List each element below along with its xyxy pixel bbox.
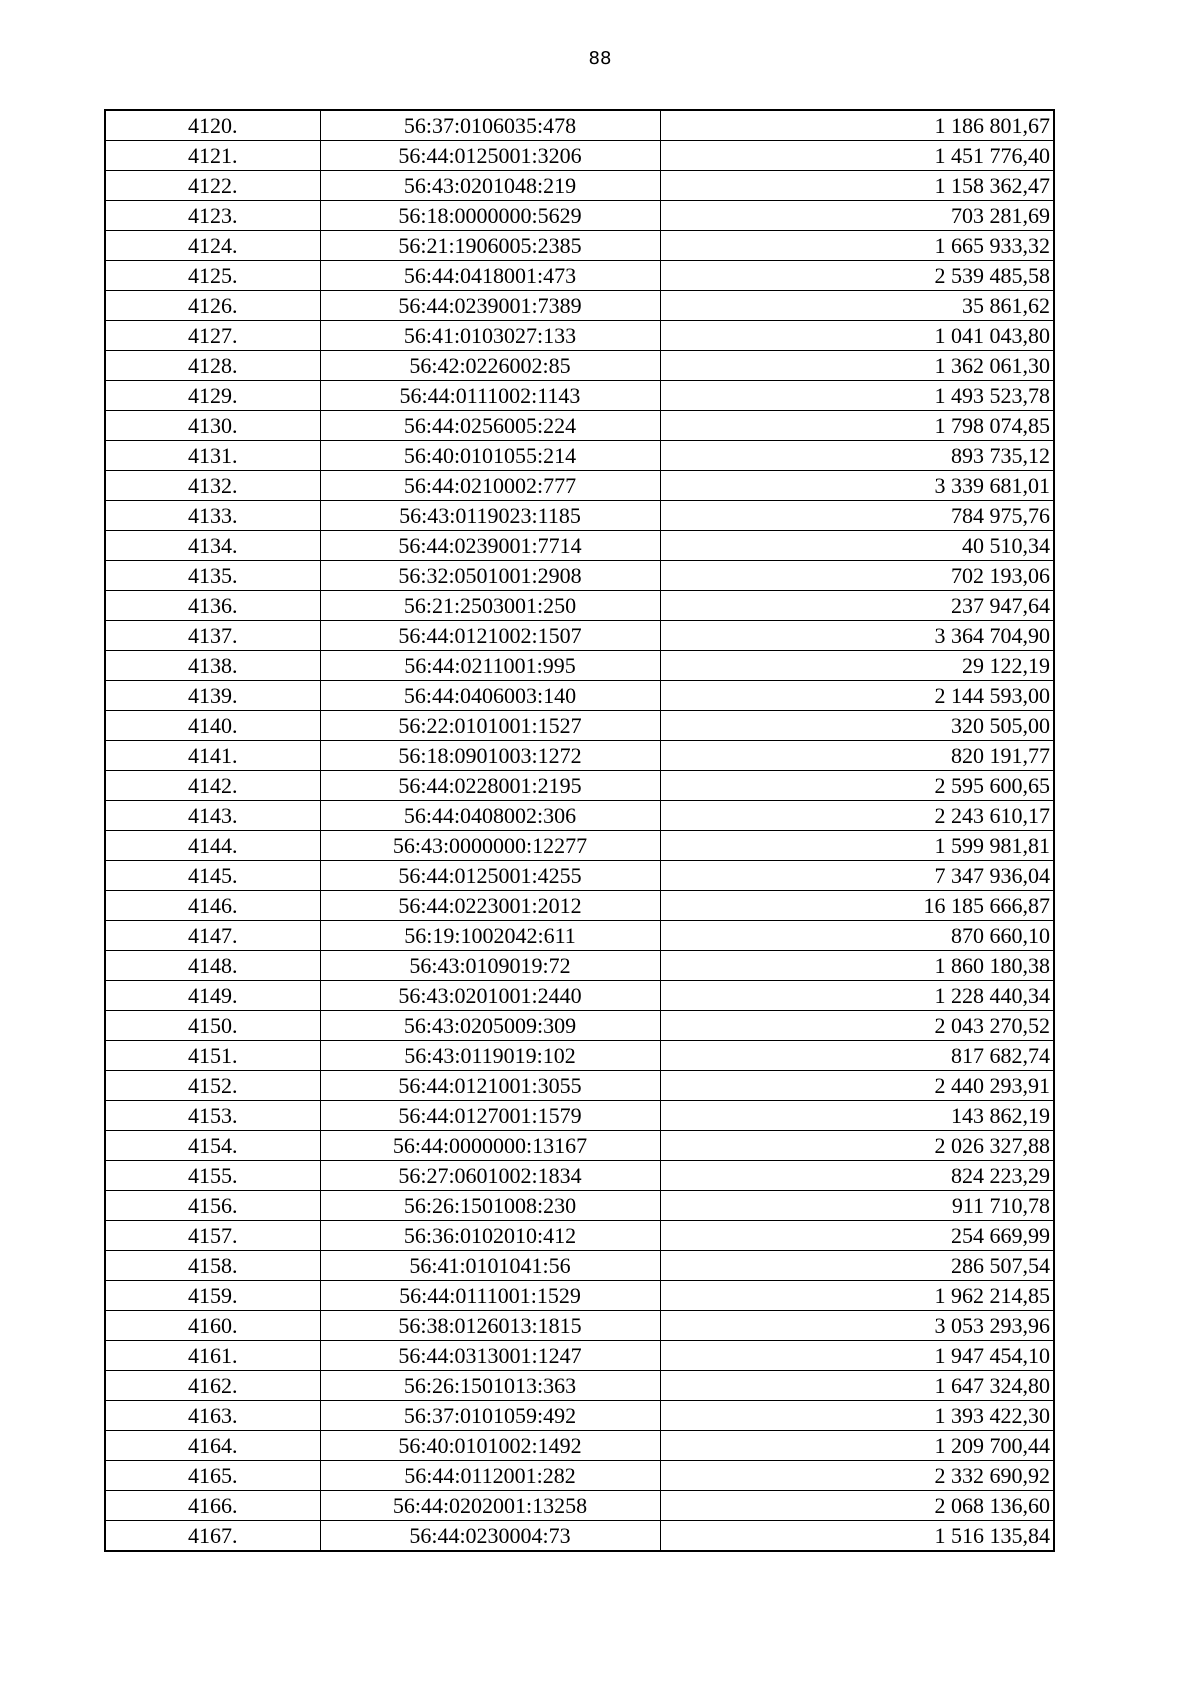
row-number-cell: 4131.	[105, 441, 320, 471]
table-row	[105, 321, 1054, 351]
row-number-cell: 4154.	[105, 1131, 320, 1161]
row-number-cell: 4163.	[105, 1401, 320, 1431]
cadastral-number-cell: 56:44:0223001:2012	[320, 891, 660, 921]
row-number-cell: 4133.	[105, 501, 320, 531]
cadastral-value-cell: 320 505,00	[660, 711, 1054, 741]
cadastral-number-cell: 56:43:0205009:309	[320, 1011, 660, 1041]
table-row	[105, 201, 1054, 231]
cadastral-number-cell: 56:40:0101055:214	[320, 441, 660, 471]
cadastral-value-cell: 2 043 270,52	[660, 1011, 1054, 1041]
row-number-cell: 4135.	[105, 561, 320, 591]
table-row	[105, 1401, 1054, 1431]
table-row	[105, 1521, 1054, 1552]
table-row	[105, 1281, 1054, 1311]
table-row	[105, 291, 1054, 321]
row-number-cell: 4132.	[105, 471, 320, 501]
row-number-cell: 4121.	[105, 141, 320, 171]
cadastral-value-cell: 2 539 485,58	[660, 261, 1054, 291]
table-row	[105, 1251, 1054, 1281]
row-number-cell: 4130.	[105, 411, 320, 441]
cadastral-value-cell: 784 975,76	[660, 501, 1054, 531]
cadastral-number-cell: 56:44:0111002:1143	[320, 381, 660, 411]
cadastral-value-cell: 1 209 700,44	[660, 1431, 1054, 1461]
row-number-cell: 4123.	[105, 201, 320, 231]
table-body	[105, 110, 1054, 1551]
row-number-cell: 4158.	[105, 1251, 320, 1281]
cadastral-value-cell: 817 682,74	[660, 1041, 1054, 1071]
row-number-cell: 4157.	[105, 1221, 320, 1251]
table-row	[105, 231, 1054, 261]
cadastral-number-cell: 56:21:1906005:2385	[320, 231, 660, 261]
table-row	[105, 1101, 1054, 1131]
cadastral-number-cell: 56:36:0102010:412	[320, 1221, 660, 1251]
cadastral-value-cell: 286 507,54	[660, 1251, 1054, 1281]
cadastral-number-cell: 56:44:0127001:1579	[320, 1101, 660, 1131]
cadastral-value-cell: 3 339 681,01	[660, 471, 1054, 501]
row-number-cell: 4162.	[105, 1371, 320, 1401]
row-number-cell: 4151.	[105, 1041, 320, 1071]
cadastral-value-cell: 237 947,64	[660, 591, 1054, 621]
table-row	[105, 1011, 1054, 1041]
cadastral-value-cell: 1 798 074,85	[660, 411, 1054, 441]
table-row	[105, 1371, 1054, 1401]
table-row	[105, 411, 1054, 441]
row-number-cell: 4144.	[105, 831, 320, 861]
cadastral-value-cell: 1 599 981,81	[660, 831, 1054, 861]
cadastral-value-cell: 35 861,62	[660, 291, 1054, 321]
table-row	[105, 141, 1054, 171]
table-row	[105, 891, 1054, 921]
cadastral-number-cell: 56:44:0408002:306	[320, 801, 660, 831]
cadastral-value-cell: 2 026 327,88	[660, 1131, 1054, 1161]
cadastral-number-cell: 56:44:0125001:4255	[320, 861, 660, 891]
cadastral-value-cell: 1 665 933,32	[660, 231, 1054, 261]
row-number-cell: 4126.	[105, 291, 320, 321]
cadastral-number-cell: 56:32:0501001:2908	[320, 561, 660, 591]
cadastral-number-cell: 56:44:0112001:282	[320, 1461, 660, 1491]
row-number-cell: 4122.	[105, 171, 320, 201]
cadastral-value-cell: 1 041 043,80	[660, 321, 1054, 351]
table-row	[105, 591, 1054, 621]
row-number-cell: 4128.	[105, 351, 320, 381]
row-number-cell: 4150.	[105, 1011, 320, 1041]
row-number-cell: 4165.	[105, 1461, 320, 1491]
table-row	[105, 1041, 1054, 1071]
row-number-cell: 4142.	[105, 771, 320, 801]
cadastral-number-cell: 56:44:0256005:224	[320, 411, 660, 441]
table-row	[105, 1131, 1054, 1161]
row-number-cell: 4137.	[105, 621, 320, 651]
row-number-cell: 4145.	[105, 861, 320, 891]
cadastral-number-cell: 56:21:2503001:250	[320, 591, 660, 621]
table-row	[105, 1221, 1054, 1251]
cadastral-value-cell: 2 068 136,60	[660, 1491, 1054, 1521]
cadastral-value-cell: 3 053 293,96	[660, 1311, 1054, 1341]
cadastral-value-cell: 7 347 936,04	[660, 861, 1054, 891]
cadastral-value-cell: 29 122,19	[660, 651, 1054, 681]
cadastral-number-cell: 56:44:0125001:3206	[320, 141, 660, 171]
row-number-cell: 4159.	[105, 1281, 320, 1311]
cadastral-number-cell: 56:44:0418001:473	[320, 261, 660, 291]
table-row	[105, 711, 1054, 741]
row-number-cell: 4141.	[105, 741, 320, 771]
row-number-cell: 4153.	[105, 1101, 320, 1131]
cadastral-value-cell: 143 862,19	[660, 1101, 1054, 1131]
row-number-cell: 4134.	[105, 531, 320, 561]
table-row	[105, 681, 1054, 711]
row-number-cell: 4167.	[105, 1521, 320, 1552]
row-number-cell: 4140.	[105, 711, 320, 741]
cadastral-value-cell: 1 393 422,30	[660, 1401, 1054, 1431]
cadastral-number-cell: 56:43:0119019:102	[320, 1041, 660, 1071]
cadastral-value-cell: 1 962 214,85	[660, 1281, 1054, 1311]
row-number-cell: 4156.	[105, 1191, 320, 1221]
cadastral-number-cell: 56:44:0111001:1529	[320, 1281, 660, 1311]
cadastral-value-cell: 1 362 061,30	[660, 351, 1054, 381]
cadastral-number-cell: 56:44:0406003:140	[320, 681, 660, 711]
cadastral-value-cell: 893 735,12	[660, 441, 1054, 471]
table-row	[105, 1461, 1054, 1491]
cadastral-number-cell: 56:44:0121001:3055	[320, 1071, 660, 1101]
cadastral-value-cell: 1 516 135,84	[660, 1521, 1054, 1552]
cadastral-value-cell: 702 193,06	[660, 561, 1054, 591]
row-number-cell: 4124.	[105, 231, 320, 261]
table-row	[105, 951, 1054, 981]
cadastral-number-cell: 56:44:0228001:2195	[320, 771, 660, 801]
cadastral-value-cell: 703 281,69	[660, 201, 1054, 231]
table-row	[105, 471, 1054, 501]
cadastral-number-cell: 56:37:0101059:492	[320, 1401, 660, 1431]
cadastral-number-cell: 56:44:0313001:1247	[320, 1341, 660, 1371]
table-row	[105, 1191, 1054, 1221]
row-number-cell: 4139.	[105, 681, 320, 711]
cadastral-value-cell: 1 186 801,67	[660, 110, 1054, 141]
cadastral-number-cell: 56:43:0119023:1185	[320, 501, 660, 531]
cadastral-number-cell: 56:44:0230004:73	[320, 1521, 660, 1552]
cadastral-value-cell: 820 191,77	[660, 741, 1054, 771]
table-row	[105, 1341, 1054, 1371]
table-row	[105, 531, 1054, 561]
table-row	[105, 651, 1054, 681]
cadastral-number-cell: 56:41:0103027:133	[320, 321, 660, 351]
table-row	[105, 741, 1054, 771]
page-number: 88	[588, 48, 612, 69]
cadastral-value-cell: 3 364 704,90	[660, 621, 1054, 651]
cadastral-number-cell: 56:27:0601002:1834	[320, 1161, 660, 1191]
table-row	[105, 171, 1054, 201]
row-number-cell: 4152.	[105, 1071, 320, 1101]
cadastral-value-cell: 40 510,34	[660, 531, 1054, 561]
cadastral-value-cell: 1 451 776,40	[660, 141, 1054, 171]
table-row	[105, 921, 1054, 951]
cadastral-number-cell: 56:26:1501008:230	[320, 1191, 660, 1221]
row-number-cell: 4120.	[105, 110, 320, 141]
row-number-cell: 4125.	[105, 261, 320, 291]
cadastral-value-cell: 824 223,29	[660, 1161, 1054, 1191]
cadastral-value-cell: 1 647 324,80	[660, 1371, 1054, 1401]
row-number-cell: 4164.	[105, 1431, 320, 1461]
cadastral-value-cell: 870 660,10	[660, 921, 1054, 951]
table-row	[105, 801, 1054, 831]
table-row	[105, 501, 1054, 531]
cadastral-number-cell: 56:44:0239001:7389	[320, 291, 660, 321]
cadastral-value-cell: 2 144 593,00	[660, 681, 1054, 711]
table-row	[105, 381, 1054, 411]
cadastral-number-cell: 56:44:0239001:7714	[320, 531, 660, 561]
cadastral-number-cell: 56:44:0210002:777	[320, 471, 660, 501]
cadastral-value-table	[104, 109, 1055, 1552]
table-row	[105, 771, 1054, 801]
cadastral-number-cell: 56:22:0101001:1527	[320, 711, 660, 741]
cadastral-value-cell: 254 669,99	[660, 1221, 1054, 1251]
cadastral-value-cell: 1 947 454,10	[660, 1341, 1054, 1371]
cadastral-value-cell: 2 595 600,65	[660, 771, 1054, 801]
row-number-cell: 4143.	[105, 801, 320, 831]
table-row	[105, 261, 1054, 291]
table-row	[105, 1431, 1054, 1461]
row-number-cell: 4148.	[105, 951, 320, 981]
table-row	[105, 351, 1054, 381]
cadastral-number-cell: 56:40:0101002:1492	[320, 1431, 660, 1461]
table-row	[105, 1071, 1054, 1101]
table-row	[105, 441, 1054, 471]
row-number-cell: 4161.	[105, 1341, 320, 1371]
row-number-cell: 4160.	[105, 1311, 320, 1341]
row-number-cell: 4155.	[105, 1161, 320, 1191]
cadastral-number-cell: 56:44:0121002:1507	[320, 621, 660, 651]
row-number-cell: 4136.	[105, 591, 320, 621]
cadastral-number-cell: 56:43:0201001:2440	[320, 981, 660, 1011]
cadastral-number-cell: 56:26:1501013:363	[320, 1371, 660, 1401]
cadastral-value-cell: 1 158 362,47	[660, 171, 1054, 201]
table-row	[105, 861, 1054, 891]
cadastral-number-cell: 56:41:0101041:56	[320, 1251, 660, 1281]
cadastral-value-cell: 2 243 610,17	[660, 801, 1054, 831]
table-row	[105, 831, 1054, 861]
row-number-cell: 4146.	[105, 891, 320, 921]
cadastral-number-cell: 56:44:0211001:995	[320, 651, 660, 681]
cadastral-value-cell: 911 710,78	[660, 1191, 1054, 1221]
row-number-cell: 4138.	[105, 651, 320, 681]
cadastral-value-cell: 2 332 690,92	[660, 1461, 1054, 1491]
cadastral-number-cell: 56:37:0106035:478	[320, 110, 660, 141]
cadastral-number-cell: 56:18:0901003:1272	[320, 741, 660, 771]
cadastral-value-cell: 16 185 666,87	[660, 891, 1054, 921]
row-number-cell: 4149.	[105, 981, 320, 1011]
row-number-cell: 4127.	[105, 321, 320, 351]
cadastral-number-cell: 56:43:0201048:219	[320, 171, 660, 201]
cadastral-number-cell: 56:44:0202001:13258	[320, 1491, 660, 1521]
cadastral-number-cell: 56:42:0226002:85	[320, 351, 660, 381]
cadastral-number-cell: 56:38:0126013:1815	[320, 1311, 660, 1341]
cadastral-number-cell: 56:19:1002042:611	[320, 921, 660, 951]
cadastral-value-cell: 2 440 293,91	[660, 1071, 1054, 1101]
table-row	[105, 110, 1054, 141]
row-number-cell: 4129.	[105, 381, 320, 411]
cadastral-value-cell: 1 860 180,38	[660, 951, 1054, 981]
table-row	[105, 1161, 1054, 1191]
cadastral-number-cell: 56:18:0000000:5629	[320, 201, 660, 231]
cadastral-number-cell: 56:43:0109019:72	[320, 951, 660, 981]
table-row	[105, 561, 1054, 591]
table-row	[105, 621, 1054, 651]
table-row	[105, 981, 1054, 1011]
row-number-cell: 4147.	[105, 921, 320, 951]
table-row	[105, 1491, 1054, 1521]
cadastral-number-cell: 56:44:0000000:13167	[320, 1131, 660, 1161]
row-number-cell: 4166.	[105, 1491, 320, 1521]
cadastral-number-cell: 56:43:0000000:12277	[320, 831, 660, 861]
cadastral-value-cell: 1 493 523,78	[660, 381, 1054, 411]
table-row	[105, 1311, 1054, 1341]
cadastral-value-cell: 1 228 440,34	[660, 981, 1054, 1011]
